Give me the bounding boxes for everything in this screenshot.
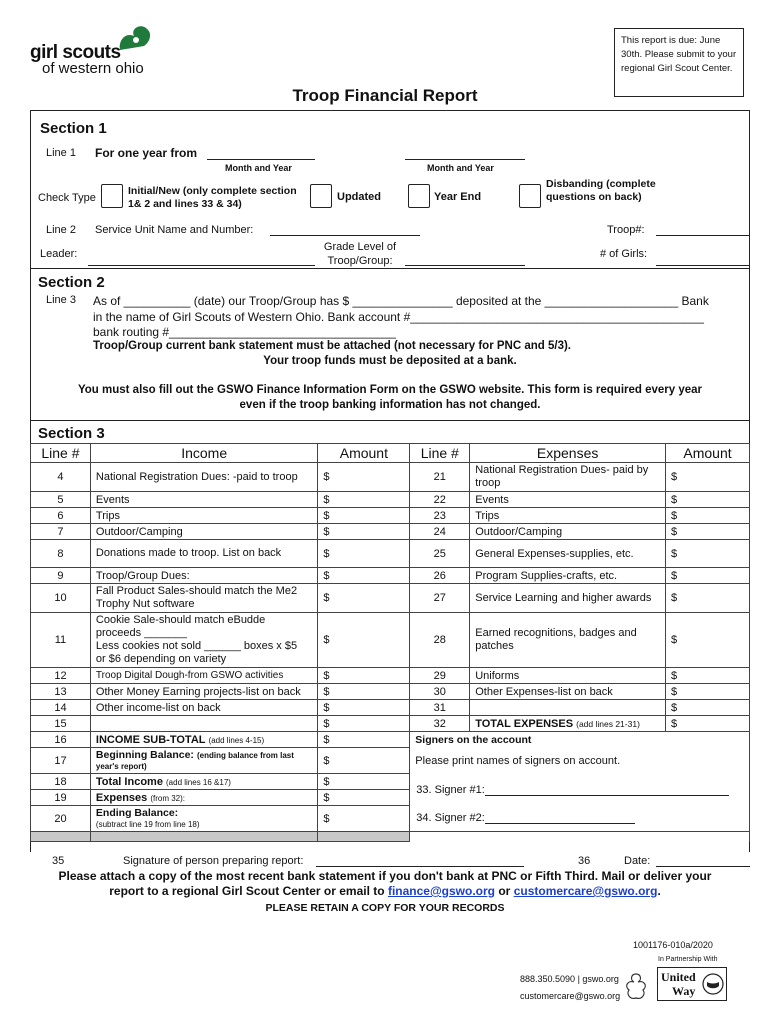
- partnership-label: In Partnership With: [658, 956, 718, 963]
- shaded-cell: [90, 832, 318, 842]
- united-way-hand-icon: [702, 973, 724, 995]
- gswo-form-notice-1: You must also fill out the GSWO Finance Information Form on the GSWO website. This form is required every year: [77, 384, 703, 396]
- table-row: [31, 806, 750, 832]
- income-amount-field[interactable]: $: [318, 700, 410, 716]
- income-label-line: Cookie Sale-should match eBudde: [95, 614, 266, 626]
- grade-level-field[interactable]: [405, 252, 525, 266]
- table-row: [31, 774, 750, 790]
- col-amount: Amount: [318, 444, 410, 463]
- col-amount-2: Amount: [666, 444, 750, 463]
- income-amount-field[interactable]: $: [318, 684, 410, 700]
- leader-field[interactable]: [88, 252, 315, 266]
- line-number: 11: [31, 613, 91, 668]
- income-amount-field[interactable]: $: [318, 716, 410, 732]
- expense-amount-field[interactable]: $: [666, 584, 750, 613]
- united-way-text-1: United: [661, 970, 696, 984]
- month-year-label-1: Month and Year: [225, 163, 292, 173]
- line-number: 20: [31, 806, 91, 832]
- initial-checkbox[interactable]: [101, 184, 123, 208]
- line-number: 23: [410, 508, 470, 524]
- date-label: Date:: [624, 855, 651, 867]
- beginning-balance-label: [90, 748, 318, 774]
- line1-text: For one year from: [95, 146, 198, 160]
- attach-notice-2-text: report to a regional Girl Scout Center or email to: [109, 884, 385, 898]
- expense-amount-field[interactable]: $: [666, 568, 750, 584]
- expense-label: Uniforms: [470, 668, 666, 684]
- logo-line1: girl scouts: [30, 42, 121, 63]
- blank-cell: [410, 832, 750, 842]
- signer1-field[interactable]: [485, 784, 729, 796]
- line-number: 25: [410, 540, 470, 568]
- expense-label: Service Learning and higher awards: [470, 584, 666, 613]
- line-number: 26: [410, 568, 470, 584]
- table-row: [31, 584, 750, 613]
- expense-amount-field[interactable]: $: [666, 700, 750, 716]
- leader-label: Leader:: [40, 248, 78, 260]
- expenses-total-label: [90, 790, 318, 806]
- expense-label: Outdoor/Camping: [470, 524, 666, 540]
- contact-phone-row: 888.350.5090 | gswo.org: [520, 974, 619, 984]
- line-number: 30: [410, 684, 470, 700]
- contact-email: customercare@gswo.org: [520, 991, 621, 1001]
- line3-text-a: As of __________ (date) our Troop/Group has $ _______________ deposited at the ____________________ Bank: [93, 294, 709, 308]
- expense-label: Other Expenses-list on back: [470, 684, 666, 700]
- section-divider: [30, 420, 750, 421]
- expense-label: General Expenses-supplies, etc.: [470, 540, 666, 568]
- united-way-logo: [657, 967, 727, 1001]
- income-amount-field[interactable]: $: [318, 540, 410, 568]
- income-label: Events: [90, 492, 318, 508]
- check-type-label: Check Type: [38, 192, 96, 204]
- total-expenses-text: TOTAL EXPENSES: [475, 717, 574, 730]
- shaded-cell: [318, 832, 410, 842]
- deposit-note: Your troop funds must be deposited at a bank.: [263, 355, 517, 367]
- line-number: 28: [410, 613, 470, 668]
- signature-label: Signature of person preparing report:: [123, 855, 304, 867]
- expenses-total-text: Expenses: [95, 791, 148, 804]
- signers-note: Please print names of signers on account.: [410, 748, 750, 774]
- section-divider: [30, 268, 750, 269]
- to-date-field[interactable]: [405, 146, 525, 160]
- line3-text-b: in the name of Girl Scouts of Western Ohio. Bank account #____________________________________________: [93, 310, 704, 324]
- logo-line2: of western ohio: [42, 60, 144, 77]
- grade-level-label: Grade Level of Troop/Group:: [323, 241, 397, 267]
- col-income: Income: [90, 444, 318, 463]
- line-number: 29: [410, 668, 470, 684]
- line-number: 14: [31, 700, 91, 716]
- line1-label: Line 1: [46, 147, 76, 159]
- year-end-checkbox[interactable]: [408, 184, 430, 208]
- income-amount-field[interactable]: $: [318, 668, 410, 684]
- expense-amount-field[interactable]: $: [666, 492, 750, 508]
- col-line: Line #: [31, 444, 91, 463]
- ending-balance-label: [90, 806, 318, 832]
- income-label[interactable]: [90, 716, 318, 732]
- disbanding-checkbox[interactable]: [519, 184, 541, 208]
- table-row: [31, 568, 750, 584]
- line-number: 15: [31, 716, 91, 732]
- period-text: .: [657, 884, 661, 898]
- updated-checkbox[interactable]: [310, 184, 332, 208]
- table-row: [31, 613, 750, 668]
- signer2-row: [410, 806, 750, 832]
- ending-balance-amount[interactable]: $: [318, 806, 410, 832]
- expense-amount-field[interactable]: $: [666, 524, 750, 540]
- service-unit-label: Service Unit Name and Number:: [95, 224, 254, 236]
- from-date-field[interactable]: [207, 146, 315, 160]
- table-row: [31, 684, 750, 700]
- attach-notice-2: [20, 884, 750, 898]
- table-row: [31, 716, 750, 732]
- num-girls-field[interactable]: [656, 252, 750, 266]
- income-label: Other income-list on back: [90, 700, 318, 716]
- col-expenses: Expenses: [470, 444, 666, 463]
- income-amount-field[interactable]: $: [318, 463, 410, 492]
- ending-balance-note: (subtract line 19 from line 18): [95, 819, 200, 829]
- income-label: National Registration Dues: -paid to troop: [90, 463, 318, 492]
- line-number: 22: [410, 492, 470, 508]
- expense-label: Trips: [470, 508, 666, 524]
- signer1-label: 33. Signer #1:: [416, 783, 485, 796]
- attach-notice-1: Please attach a copy of the most recent bank statement if you don't bank at PNC or Fifth Third. Mail or deliver your: [58, 869, 712, 883]
- table-row: [31, 700, 750, 716]
- section1-heading: Section 1: [40, 120, 107, 137]
- line-number: 13: [31, 684, 91, 700]
- line-number: 16: [31, 732, 91, 748]
- expenses-total-amount[interactable]: $: [318, 790, 410, 806]
- signature-field[interactable]: [316, 853, 524, 867]
- contact-phone: 888.350.5090: [520, 974, 576, 984]
- shaded-cell: [31, 832, 91, 842]
- beginning-balance-text: Beginning Balance:: [95, 748, 194, 761]
- expense-amount-field[interactable]: $: [666, 668, 750, 684]
- income-subtotal-note: (add lines 4-15): [208, 735, 265, 745]
- income-amount-field[interactable]: $: [318, 508, 410, 524]
- expense-amount-field[interactable]: $: [666, 508, 750, 524]
- total-income-text: Total Income: [95, 775, 163, 788]
- expense-label: Earned recognitions, badges and patches: [470, 613, 666, 668]
- section3-heading: Section 3: [38, 425, 105, 442]
- income-label-line: Less cookies not sold ______ boxes x $5: [95, 640, 298, 652]
- service-unit-field[interactable]: [270, 222, 420, 236]
- section2-heading: Section 2: [38, 274, 105, 291]
- line35-label: 35: [52, 855, 65, 867]
- gswo-form-notice-2: even if the troop banking information has not changed.: [239, 399, 541, 411]
- ending-balance-text: Ending Balance:: [95, 806, 179, 819]
- income-subtotal-amount[interactable]: $: [318, 732, 410, 748]
- table-row: [31, 540, 750, 568]
- signer2-label: 34. Signer #2:: [416, 812, 485, 825]
- income-label: Outdoor/Camping: [90, 524, 318, 540]
- united-way-text-2: Way: [672, 984, 696, 998]
- line-number: 18: [31, 774, 91, 790]
- contact-site: gswo.org: [582, 974, 619, 984]
- expense-label: Events: [470, 492, 666, 508]
- retain-notice: PLEASE RETAIN A COPY FOR YOUR RECORDS: [265, 902, 505, 914]
- income-amount-field[interactable]: $: [318, 568, 410, 584]
- line-number: 5: [31, 492, 91, 508]
- signers-title: Signers on the account: [410, 732, 750, 748]
- finance-email-link[interactable]: finance@gswo.org: [387, 884, 495, 898]
- table-row: [31, 748, 750, 774]
- col-line-2: Line #: [410, 444, 470, 463]
- due-notice: This report is due: June 30th. Please submit to your regional Girl Scout Center.: [614, 28, 744, 97]
- financial-table: [30, 443, 750, 842]
- initial-option-label: Initial/New (only complete section 1& 2 and lines 33 & 34): [128, 185, 297, 210]
- table-header-row: [31, 444, 750, 463]
- income-label: Donations made to troop. List on back: [90, 540, 318, 568]
- expense-amount-field[interactable]: $: [666, 716, 750, 732]
- line3-text-c: bank routing #__________________________________: [93, 325, 396, 339]
- line-number: 8: [31, 540, 91, 568]
- table-row: [31, 508, 750, 524]
- income-amount-field[interactable]: $: [318, 584, 410, 613]
- table-row: [31, 463, 750, 492]
- line-number: 6: [31, 508, 91, 524]
- line-number: 19: [31, 790, 91, 806]
- num-girls-label: # of Girls:: [600, 248, 648, 260]
- total-expenses-note: (add lines 21-31): [576, 718, 640, 729]
- income-label: Other Money Earning projects-list on back: [90, 684, 318, 700]
- expense-amount-field[interactable]: $: [666, 684, 750, 700]
- line36-label: 36: [578, 855, 591, 867]
- expense-amount-field[interactable]: $: [666, 463, 750, 492]
- line-number: 21: [410, 463, 470, 492]
- expense-label[interactable]: [470, 700, 666, 716]
- total-income-note: (add lines 16 &17): [166, 777, 231, 787]
- income-label-line: proceeds _______: [95, 627, 188, 639]
- line-number: 7: [31, 524, 91, 540]
- income-amount-field[interactable]: $: [318, 492, 410, 508]
- expense-label: National Registration Dues- paid by troop: [470, 463, 666, 492]
- beginning-balance-note: (ending balance from last year's report): [95, 750, 294, 771]
- customercare-email-link[interactable]: customercare@gswo.org: [513, 884, 658, 898]
- troop-number-label: Troop#:: [607, 224, 645, 236]
- line-number: 32: [410, 716, 470, 732]
- bank-statement-note: Troop/Group current bank statement must be attached (not necessary for PNC and 5/3).: [93, 340, 571, 352]
- page-title: Troop Financial Report: [292, 86, 478, 105]
- line-number: 4: [31, 463, 91, 492]
- or-text: or: [498, 884, 511, 898]
- line-number: 9: [31, 568, 91, 584]
- income-label: Trips: [90, 508, 318, 524]
- income-subtotal-label: [90, 732, 318, 748]
- table-row: [31, 732, 750, 748]
- expenses-total-note: (from 32):: [150, 793, 186, 803]
- expense-label: Program Supplies-crafts, etc.: [470, 568, 666, 584]
- total-expenses-label: [470, 716, 666, 732]
- disbanding-option-label: Disbanding (complete questions on back): [546, 178, 656, 203]
- updated-option-label: Updated: [337, 191, 381, 203]
- income-label: Troop Digital Dough-from GSWO activities: [90, 668, 318, 684]
- expense-amount-field[interactable]: $: [666, 540, 750, 568]
- date-field[interactable]: [656, 853, 750, 867]
- signer2-field[interactable]: [485, 812, 635, 824]
- line3-label: Line 3: [46, 294, 76, 306]
- table-row: [31, 668, 750, 684]
- line-number: 17: [31, 748, 91, 774]
- income-amount-field[interactable]: $: [318, 524, 410, 540]
- troop-number-field[interactable]: [656, 222, 750, 236]
- income-amount-field[interactable]: $: [318, 613, 410, 668]
- income-subtotal-text: INCOME SUB-TOTAL: [95, 733, 206, 746]
- line-number: 12: [31, 668, 91, 684]
- year-end-option-label: Year End: [434, 191, 482, 203]
- total-income-label: [90, 774, 318, 790]
- line-number: 24: [410, 524, 470, 540]
- line-number: 10: [31, 584, 91, 613]
- line2-label: Line 2: [46, 224, 76, 236]
- expense-amount-field[interactable]: $: [666, 613, 750, 668]
- beginning-balance-amount[interactable]: $: [318, 748, 410, 774]
- income-label: [90, 613, 318, 668]
- table-row: [31, 832, 750, 842]
- table-row: [31, 524, 750, 540]
- line-number: 27: [410, 584, 470, 613]
- line-number: 31: [410, 700, 470, 716]
- form-code: 1001176-010a/2020: [633, 940, 713, 950]
- month-year-label-2: Month and Year: [427, 163, 494, 173]
- income-label: Troop/Group Dues:: [90, 568, 318, 584]
- trefoil-outline-icon: [622, 972, 650, 1002]
- income-label: Fall Product Sales-should match the Me2 Trophy Nut software: [90, 584, 318, 613]
- table-row: [31, 492, 750, 508]
- logo: [30, 24, 160, 78]
- total-income-amount[interactable]: $: [318, 774, 410, 790]
- income-label-line: or $6 depending on variety: [95, 653, 227, 665]
- signer1-row: [410, 774, 750, 806]
